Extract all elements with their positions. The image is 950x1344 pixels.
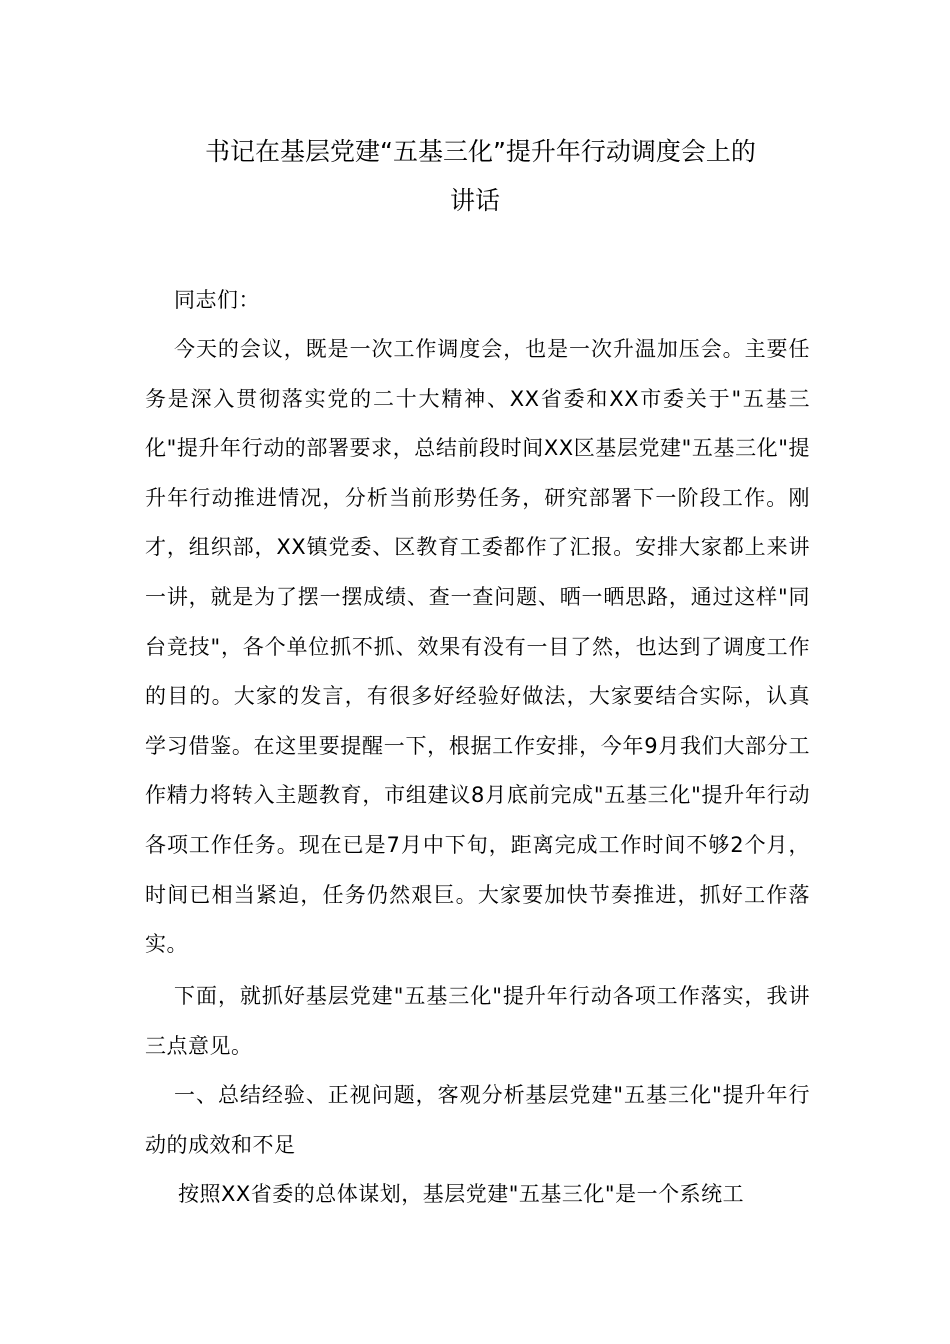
document-title-line-1: 书记在基层党建“五基三化”提升年行动调度会上的 <box>205 137 756 166</box>
document-title-line-2: 讲话 <box>449 186 500 215</box>
section-heading-1: 一、总结经验、正视问题，客观分析基层党建"五基三化"提升年行动的成效和不足 <box>145 1083 810 1157</box>
paragraph-1: 今天的会议，既是一次工作调度会，也是一次升温加压会。主要任务是深入贯彻落实党的二十大精神、XX省委和XX市委关于"五基三化"提升年行动的部署要求，总结前段时间XX区基层党建"五基三化"提升年行动推进情况，分析当前形势任务，研究部署下一阶段工作。刚才，组织部，XX镇党委、区教育工委都作了汇报。安排大家都上来讲一讲，就是为了摆一摆成绩、查一查问题、晒一晒思路，通过这样"同台竞技"，各个单位抓不抓、效果有没有一目了然，也达到了调度工作的目的。大家的发言，有很多好经验好做法，大家要结合实际，认真学习借鉴。在这里要提醒一下，根据工作安排，今年9月我们大部分工作精力将转入主题教育，市组建议8月底前完成"五基三化"提升年行动各项工作任务。现在已是7月中下旬，距离完成工作时间不够2个月，时间已相当紧迫，任务仍然艰巨。大家要加快节奏推进，抓好工作落实。 <box>145 337 810 957</box>
paragraph-3: 按照XX省委的总体谋划，基层党建"五基三化"是一个系统工 <box>178 1182 745 1206</box>
paragraph-2: 下面，就抓好基层党建"五基三化"提升年行动各项工作落实，我讲三点意见。 <box>145 984 810 1058</box>
greeting: 同志们： <box>174 288 260 312</box>
